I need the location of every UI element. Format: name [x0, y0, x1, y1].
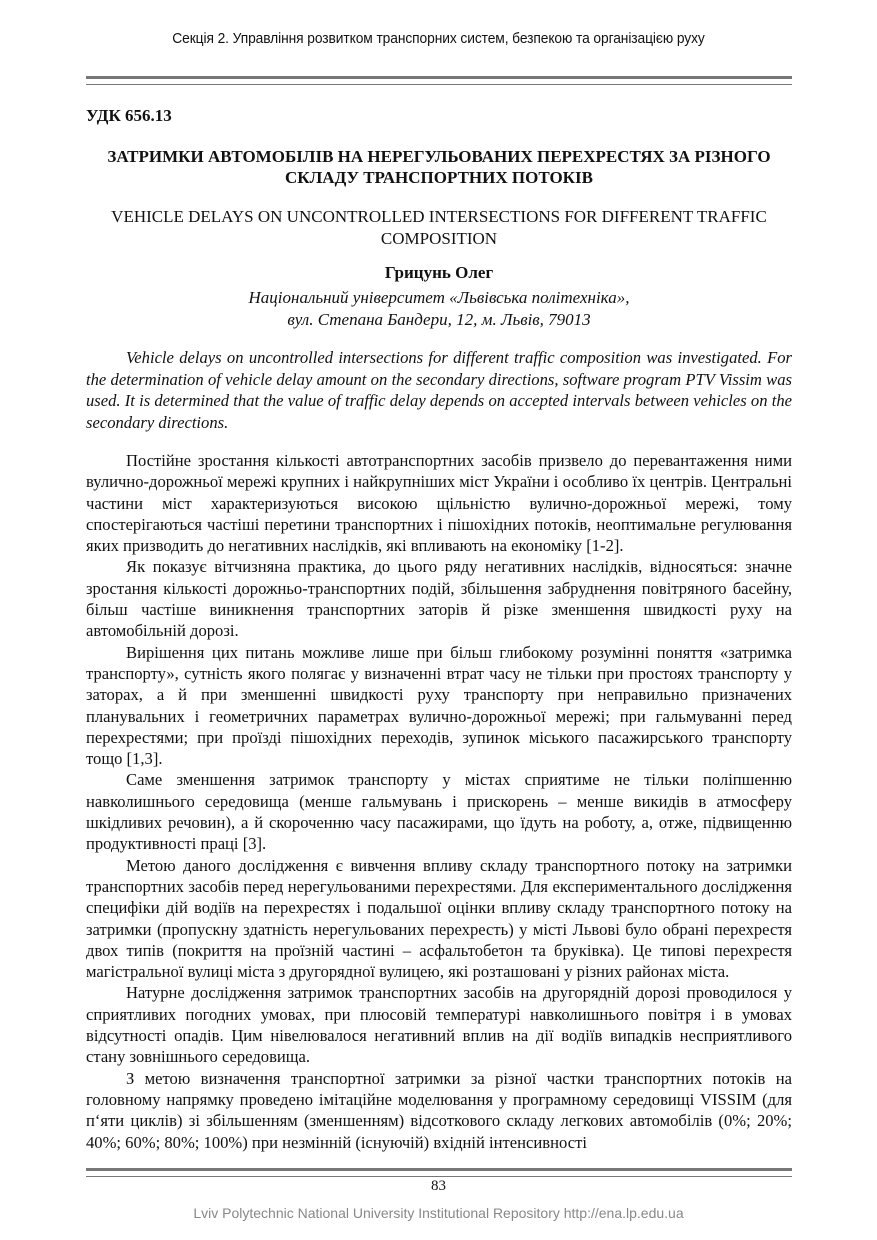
paragraph: Саме зменшення затримок транспорту у містах сприятиме не тільки поліпшенню навколишнього середовища (менше гальмувань і прискорень – менше викидів в атмосферу шкідливих речовин), а й скороченню часу пасажирами, що їдуть на роботу, а, отже, підвищенню продуктивності праці [3]. — [86, 770, 792, 854]
page-number: 83 — [431, 1178, 446, 1194]
running-head: Секція 2. Управління розвитком транспорних систем, безпекою та організацією руху — [172, 30, 705, 47]
paragraph: Постійне зростання кількості автотранспортних засобів призвело до перевантаження ними вулично-дорожньої мережі крупних і найкрупніших міст України і особливо їх центрів. Центральні частини міст характеризуються високою щільністю вулично-дорожньої мережі, тому спостерігаються частіші перетини транспортних і пішохідних потоків, неоптимальне регулювання яких призводить до негативних наслідків, які впливають на економіку [1-2]. — [86, 451, 792, 556]
header-divider — [86, 76, 792, 85]
paragraph: Натурне дослідження затримок транспортних засобів на другорядній дорозі проводилося у сприятливих погодних умовах, при плюсовій температурі навколишнього повітря і в умовах відсутності опадів. Цим нівелювалося негативний вплив на дії водіїв випадків несприятливого стану зовнішнього середовища. — [86, 983, 792, 1067]
article-title-uk: ЗАТРИМКИ АВТОМОБІЛІВ НА НЕРЕГУЛЬОВАНИХ ПЕРЕХРЕСТЯХ ЗА РІЗНОГО СКЛАДУ ТРАНСПОРТНИХ ПОТОКІВ — [107, 147, 771, 187]
paragraph: Метою даного дослідження є вивчення впливу складу транспортного потоку на затримки транспортних засобів перед нерегульованими перехрестями. Для експериментального дослідження специфіки дій водіїв на перехрестях і подальшої оцінки впливу складу транспортного потоку на затримки (пропускну здатність нерегульованих перехресть) у місті Львові було обрані перехрестя двох типів (покриття на проїзній частині – асфальтобетон та бруківка). Це типові перехрестя магістральної вулиці міста з другорядної вулицею, які розташовані у різних районах міста. — [86, 855, 792, 982]
affiliation — [86, 287, 792, 330]
paragraph: Як показує вітчизняна практика, до цього ряду негативних наслідків, відносяться: значне зростання кількості дорожньо-транспортних подій, збільшення забруднення повітряного басейну, більш частіше виникнення транспортних заторів й різке зменшення швидкості руху на автомобільній дорозі. — [86, 557, 792, 641]
article-title-en: VEHICLE DELAYS ON UNCONTROLLED INTERSECTIONS FOR DIFFERENT TRAFFIC COMPOSITION — [111, 207, 767, 248]
paragraph: З метою визначення транспортної затримки за різної частки транспортних потоків на головному напрямку проведено імітаційне моделювання у програмному середовищі VISSIM (для п‘яти циклів) зі збільшенням (зменшенням) відсоткового складу легкових автомобілів (0%; 20%; 40%; 60%; 80%; 100%) при незмінній (існуючій) вхідній інтенсивності — [86, 1068, 792, 1152]
abstract — [86, 347, 792, 433]
udk-code: УДК 656.13 — [86, 106, 172, 125]
paragraph: Вирішення цих питань можливе лише при більш глибокому розумінні поняття «затримка транспорту», сутність якого полягає у визначенні втрат часу не тільки при простоях транспорту у заторах, а й при зменшенні швидкості руху транспорту при неправильно призначених планувальних і геометричних параметрах вулично-дорожньої мережі; при гальмуванні перед перехрестями; при проїзді пішохідних переходів, зупинок міського пасажирського транспорту тощо [1,3]. — [86, 642, 792, 769]
abstract-text: Vehicle delays on uncontrolled intersections for different traffic composition was investigated. For the determination of vehicle delay amount on the secondary directions, software program PTV Vissim was used. It is determined that the value of traffic delay depends on accepted intervals between vehicles on the secondary directions. — [86, 348, 792, 432]
repository-watermark: Lviv Polytechnic National University Institutional Repository http://ena.lp.edu.ua — [193, 1205, 684, 1221]
footer-divider — [86, 1168, 792, 1177]
body-text — [86, 450, 792, 1153]
affiliation-line: Національний університет «Львівська політехніка», — [248, 288, 630, 307]
author-name: Грицунь Олег — [384, 263, 494, 282]
affiliation-line: вул. Степана Бандери, 12, м. Львів, 79013 — [287, 309, 591, 329]
